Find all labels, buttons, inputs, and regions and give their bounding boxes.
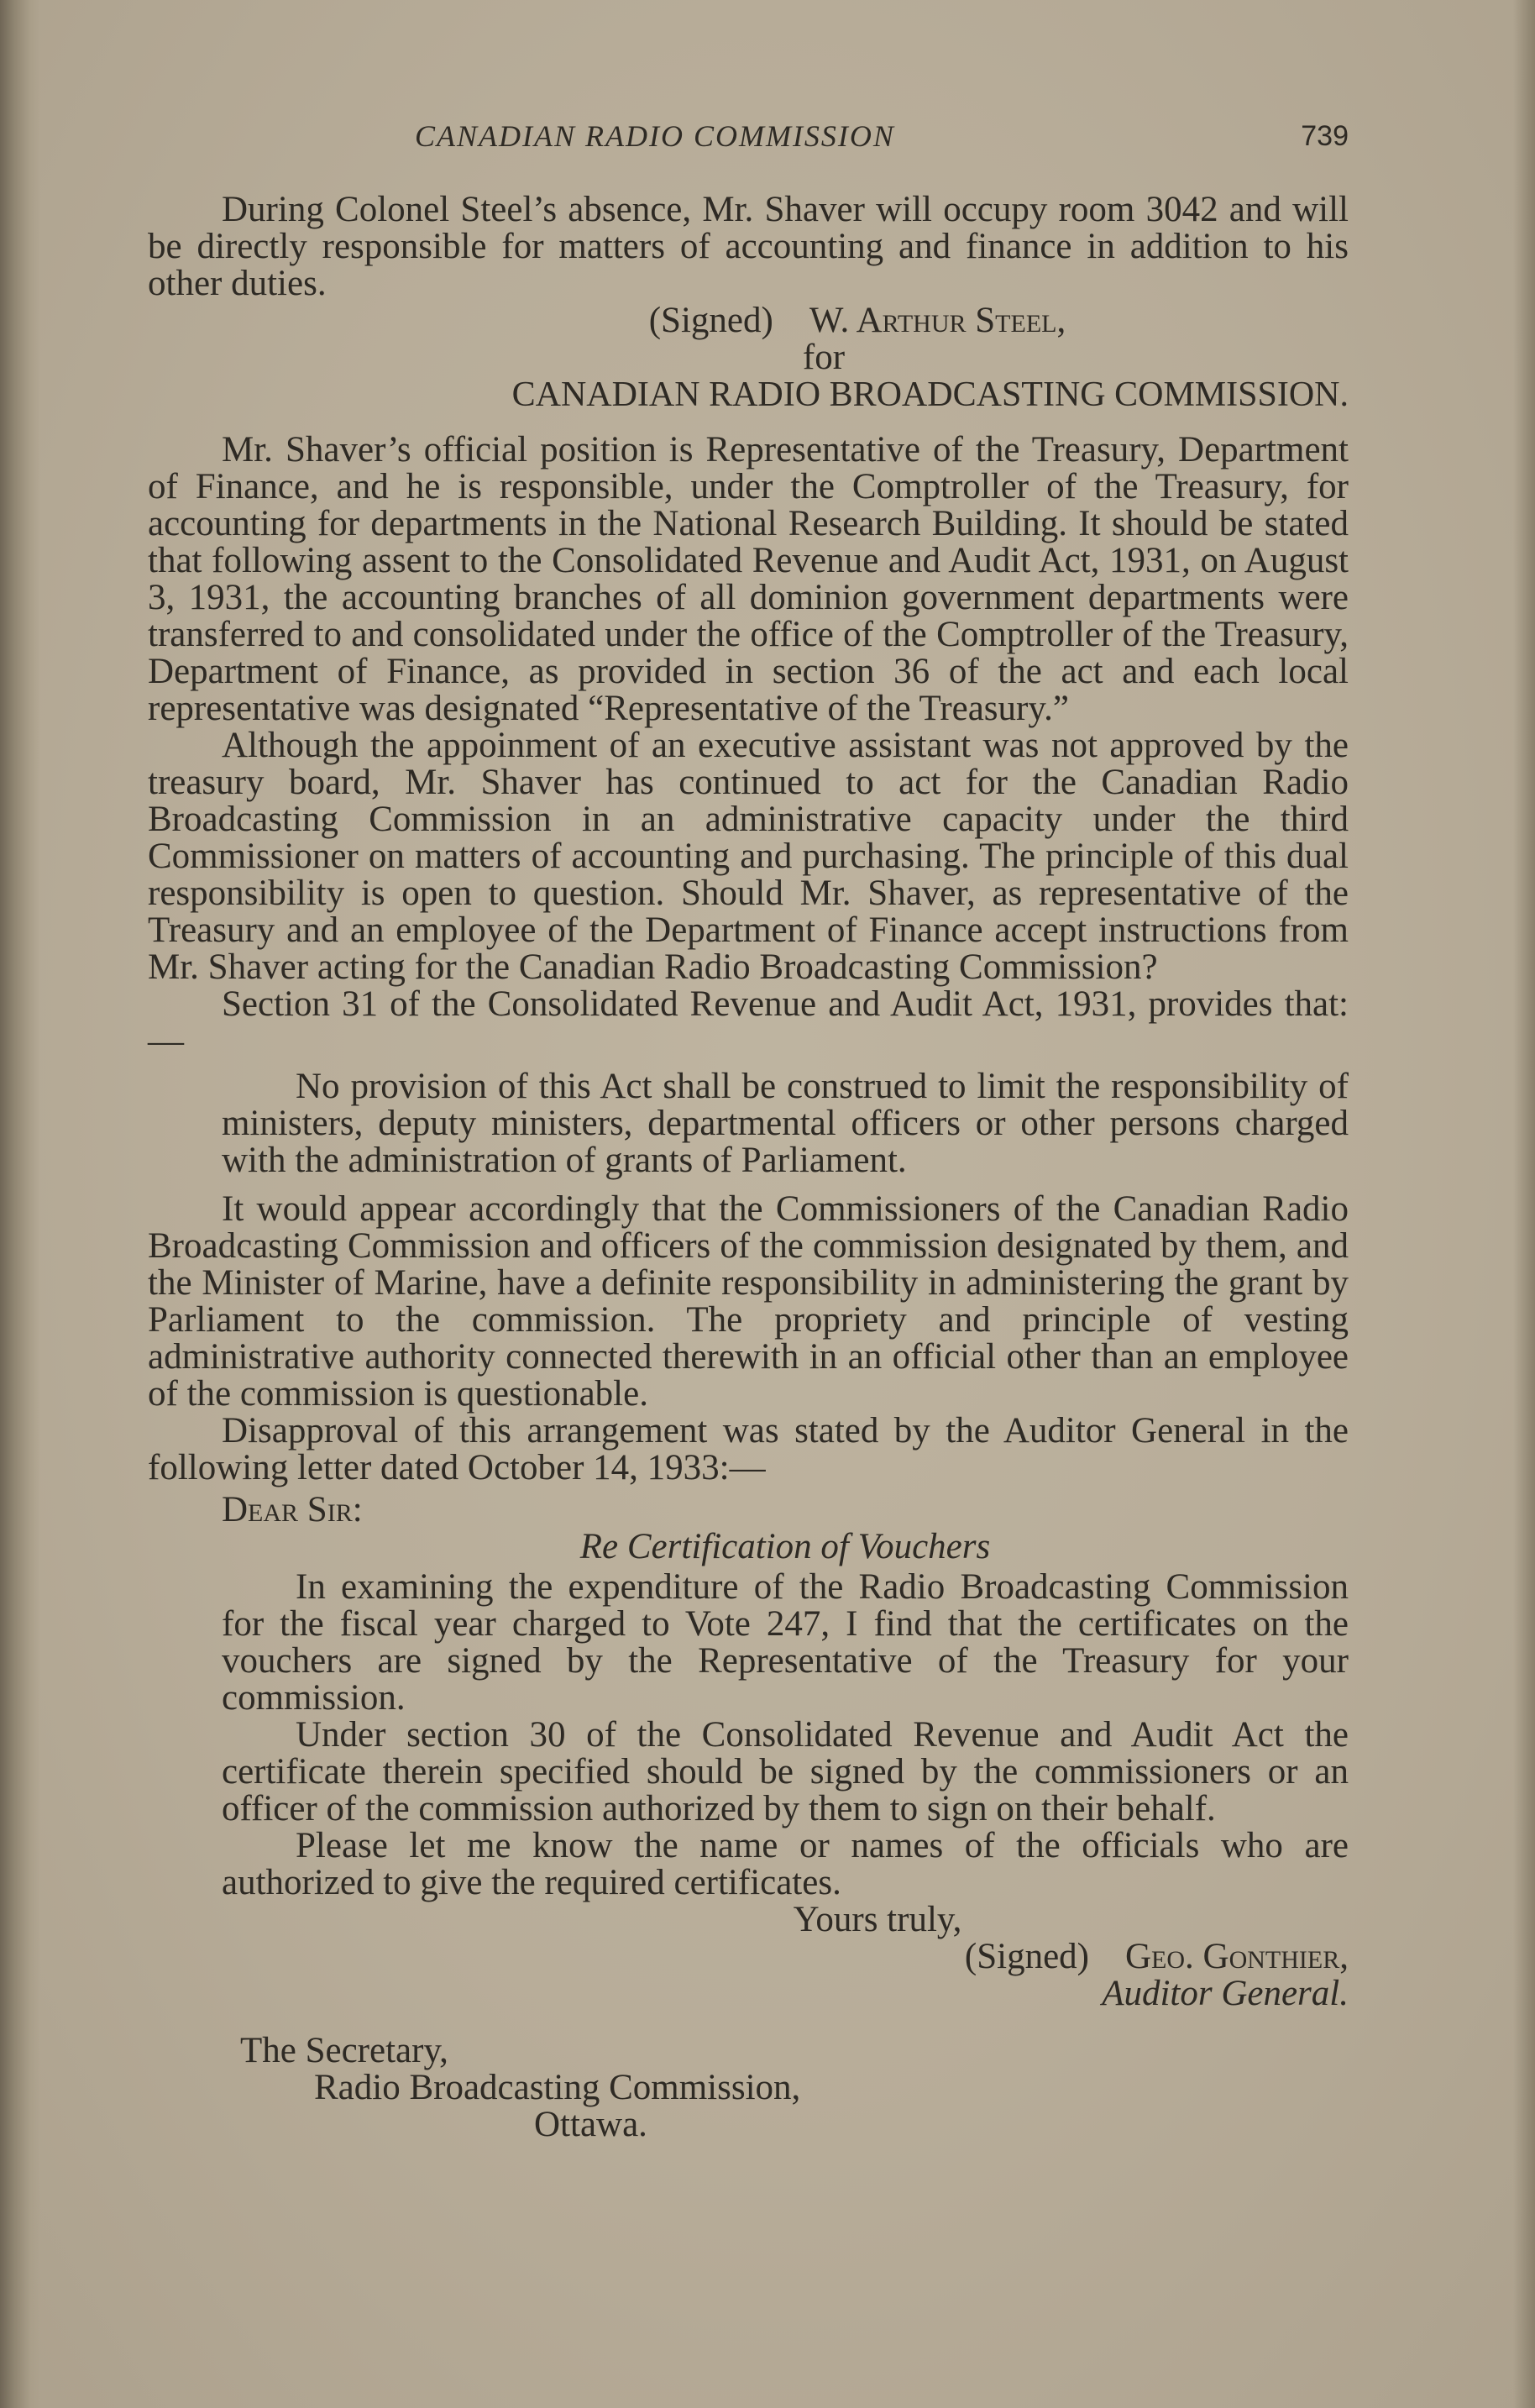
running-head: CANADIAN RADIO COMMISSION — [415, 119, 895, 153]
letter-paragraph-1: In examining the expenditure of the Radio Broadcasting Commission for the fiscal year charged to Vote 247, I find that the certificates on the vouchers are signed by the Representative of the Treasury for your commission. — [222, 1567, 1349, 1718]
letter-signature — [222, 1938, 1349, 1975]
paragraph-2: Mr. Shaver’s official position is Representative of the Treasury, Department of Finance, and he is responsible, under the Comptroller of the Treasury, for accounting for departments in the National Research Building. It should be stated that following assent to the Consolidated Revenue and Audit Act, 1931, on August 3, 1931, the accounting branches of all dominion government departments were transferred to and consolidated under the office of the Comptroller of the Treasury, Department of Finance, as provided in section 36 of the act and each local representative was designated “Representative of the Treasury.” — [148, 430, 1349, 728]
letter-subject: Re Certification of Vouchers — [579, 1527, 991, 1566]
block-quote — [222, 1068, 1349, 1179]
page-header — [148, 118, 1349, 155]
address-line-2: Radio Broadcasting Commission, — [314, 2068, 801, 2107]
paragraph-4: Section 31 of the Consolidated Revenue and Audit Act, 1931, provides that:— — [148, 984, 1349, 1061]
signature-line — [366, 302, 1349, 339]
letter — [222, 1492, 1349, 2012]
quote-text: No provision of this Act shall be construed to limit the responsibility of ministers, deputy ministers, departmental officers or other persons charged with the administration of grants of Parliament. — [222, 1067, 1349, 1180]
signer-name: W. Arthur Steel, — [809, 301, 1066, 340]
letter-signed-label: (Signed) — [964, 1937, 1089, 1976]
page-edge-shadow — [1513, 0, 1535, 2408]
paragraph-3: Although the appoinment of an executive assistant was not approved by the treasury board, Mr. Shaver has continued to act for the Canadian Radio Broadcasting Commission in an administrative capacity under the third Commissioner on matters of accounting and purchasing. The principle of this dual responsibility is open to question. Should Mr. Shaver, as representative of the Treasury and an employee of the Department of Finance accept instructions from Mr. Shaver acting for the Canadian Radio Broadcasting Commission? — [148, 726, 1349, 987]
document-body — [148, 118, 1349, 2143]
letter-paragraph-3: Please let me know the name or names of the officials who are authorized to give the required certificates. — [222, 1826, 1349, 1902]
paragraph-1: During Colonel Steel’s absence, Mr. Shaver will occupy room 3042 and will be directly responsible for matters of accounting and finance in addition to his other duties. — [148, 190, 1349, 303]
for-label: for — [802, 338, 846, 377]
address-line-1: The Secretary, — [240, 2031, 448, 2070]
address-line-3: Ottawa. — [534, 2105, 647, 2144]
letter-closing: Yours truly, — [793, 1900, 962, 1939]
signed-label: (Signed) — [648, 301, 773, 340]
organization-name: CANADIAN RADIO BROADCASTING COMMISSION. — [511, 375, 1349, 414]
paragraph-6: Disapproval of this arrangement was stated by the Auditor General in the following letter dated October 14, 1933:— — [148, 1411, 1349, 1487]
letter-signer-name: Geo. Gonthier, — [1125, 1937, 1349, 1976]
letter-signer-title: Auditor General. — [1102, 1974, 1349, 2013]
recipient-address — [240, 2033, 1349, 2143]
letter-paragraph-2: Under section 30 of the Consolidated Revenue and Audit Act the certificate therein specified should be signed by the commissioners or an officer of the commission authorized by them to sign on their behalf. — [222, 1715, 1349, 1828]
page-binding-shadow — [0, 0, 40, 2408]
page-number: 739 — [1301, 120, 1349, 152]
letter-salutation: Dear Sir: — [222, 1490, 363, 1529]
paragraph-5: It would appear accordingly that the Commissioners of the Canadian Radio Broadcasting Commission and officers of the commission designated by them, and the Minister of Marine, have a definite responsibility in administering the grant by Parliament to the commission. The propriety and principle of vesting administrative authority connected therewith in an official other than an employee of the commission is questionable. — [148, 1189, 1349, 1414]
